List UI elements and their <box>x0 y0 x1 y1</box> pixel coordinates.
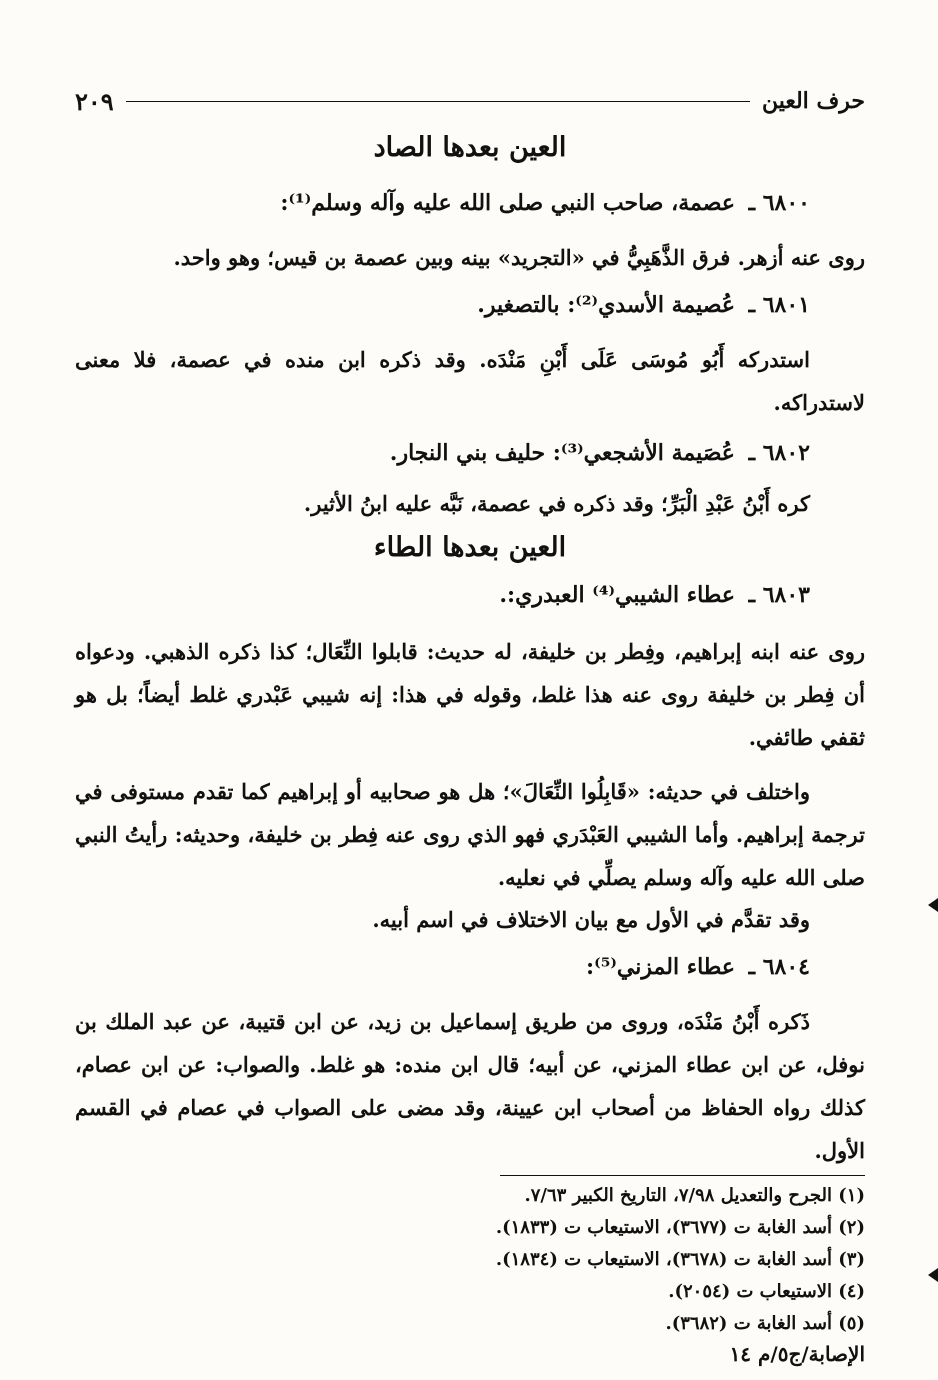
entry-6804-body: ذَكره أَبْنُ مَنْدَه، وروى من طريق إسماعيل بن زيد، عن ابن قتيبة، عن عبد الملك بن نوفل، عن ابن عطاء المزني، عن أبيه؛ قال ابن منده: هو غلط. والصواب: عن ابن عصام، كذلك رواه الحفاظ من أصحاب ابن عيينة، وقد مضى على الصواب في عصام في القسم الأول. <box>75 1009 865 1163</box>
scan-edge-mark <box>928 1268 938 1282</box>
entry-title: عطاء الشيبي⁽⁴⁾ العبدري:. <box>499 582 735 608</box>
entry-number: ٦٨٠٢ ـ <box>748 440 810 466</box>
entry-6800-body: روى عنه أزهر. فرق الذَّهَبِيُّ في «التجريد» بينه وبين عصمة بن قيس؛ وهو واحد. <box>173 245 865 270</box>
entry-6800-heading <box>75 190 810 216</box>
entry-title: عُصَيمة الأشجعي⁽³⁾: حليف بني النجار. <box>389 440 735 466</box>
entry-number: ٦٨٠١ ـ <box>748 292 810 318</box>
scan-edge-mark <box>928 898 938 912</box>
footnote-2: (٢) أسد الغابة ت (٣٦٧٧)، الاستيعاب ت (١٨٣٣). <box>495 1217 865 1238</box>
entry-6803-body-1: روى عنه ابنه إبراهيم، وفِطر بن خليفة، له حديث: قابلوا النِّعَال؛ كذا ذكره الذهبي. ودعواه أن فِطر بن خليفة روى عنه هذا غلط، وقوله في هذا: إنه شيبي عَبْدري غلط أيضاً؛ بل هو ثقفي طائفي. <box>75 639 865 750</box>
running-header <box>75 84 865 118</box>
entry-title: عصمة، صاحب النبي صلى الله عليه وآله وسلم⁽¹⁾: <box>280 190 735 216</box>
entry-number: ٦٨٠٤ ـ <box>748 954 810 980</box>
entry-number: ٦٨٠٣ ـ <box>748 582 810 608</box>
book-page <box>75 70 865 1370</box>
entry-6802-body: كره أَبْنُ عَبْدِ الْبَرِّ؛ وقد ذكره في عصمة، نَبَّه عليه ابنُ الأثير. <box>303 491 810 516</box>
entry-title: عُصيمة الأسدي⁽²⁾: بالتصغير. <box>477 292 735 318</box>
footnote-5: (٥) أسد الغابة ت (٣٦٨٢). <box>665 1313 865 1334</box>
footnote-1: (١) الجرح والتعديل ٧/٩٨، التاريخ الكبير ٧/٦٣. <box>524 1185 865 1206</box>
printer-signature: الإصابة/ج٥/م ١٤ <box>729 1342 865 1366</box>
footnote-3: (٣) أسد الغابة ت (٣٦٧٨)، الاستيعاب ت (١٨٣٤). <box>495 1249 865 1270</box>
footnotes <box>75 1180 865 1340</box>
footnote-4: (٤) الاستيعاب ت (٢٠٥٤). <box>668 1281 865 1302</box>
entry-number: ٦٨٠٠ ـ <box>748 190 810 216</box>
entry-6803-heading <box>75 582 810 608</box>
section-title: حرف العين <box>761 88 865 114</box>
entry-6801-heading <box>75 292 810 318</box>
page-number: ٢٠٩ <box>75 86 114 116</box>
header-rule <box>126 101 750 102</box>
entry-6801-body: استدركه أَبُو مُوسَى عَلَى أَبْنِ مَنْدَه. وقد ذكره ابن منده في عصمة، فلا معنى لاستدراكه. <box>75 347 865 415</box>
footnote-rule <box>500 1175 865 1176</box>
entry-6803-body-2: واختلف في حديثه: «قَابِلُوا النِّعَالَ»؛ هل هو صحابيه أو إبراهيم كما تقدم مستوفى في ترجمة إبراهيم. وأما الشيبي العَبْدَري فهو الذي روى عنه فِطر بن خليفة، وحديثه: رأيتُ النبي صلى الله عليه وآله وسلم يصلِّي في نعليه. <box>75 779 865 890</box>
entry-title: عطاء المزني⁽⁵⁾: <box>586 954 735 980</box>
entry-6804-heading <box>75 954 810 980</box>
section-heading-sad: العين بعدها الصاد <box>373 132 567 163</box>
section-heading-ta: العين بعدها الطاء <box>373 532 567 563</box>
entry-6803-body-3: وقد تقدَّم في الأول مع بيان الاختلاف في اسم أبيه. <box>372 907 810 932</box>
entry-6802-heading <box>75 440 810 466</box>
